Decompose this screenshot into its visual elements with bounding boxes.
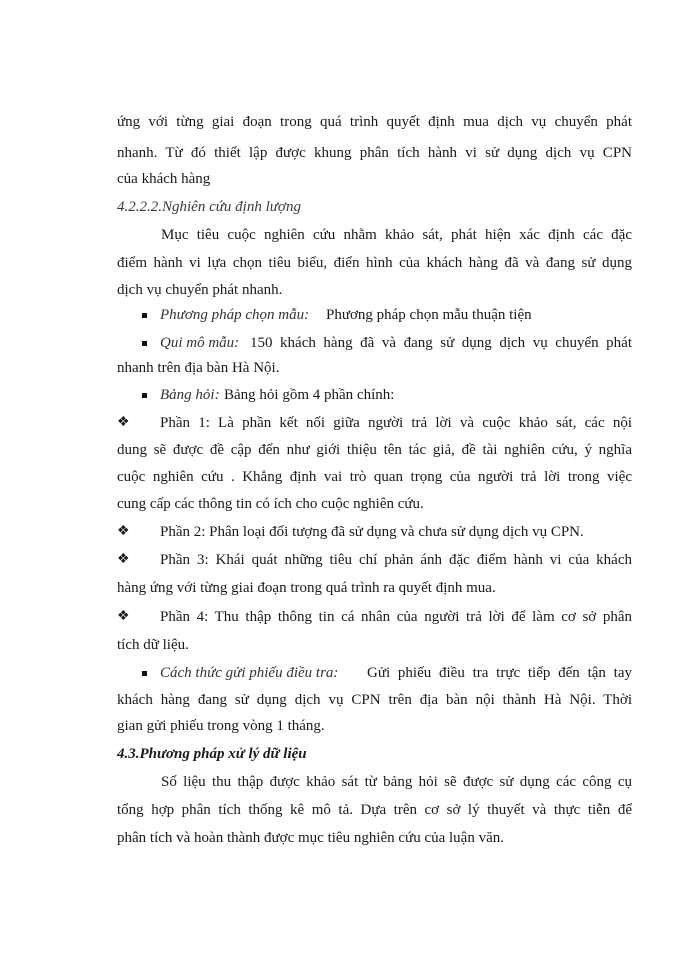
square-bullet-icon [142,341,147,346]
diamond-bullet-icon: ❖ [117,524,130,539]
square-bullet-icon [142,671,147,676]
square-bullet-icon [142,393,147,398]
diamond-bullet-icon: ❖ [117,415,130,430]
diamond-bullet-icon: ❖ [117,609,130,624]
square-bullet-icon [142,313,147,318]
diamond-bullet-icon: ❖ [117,552,130,567]
